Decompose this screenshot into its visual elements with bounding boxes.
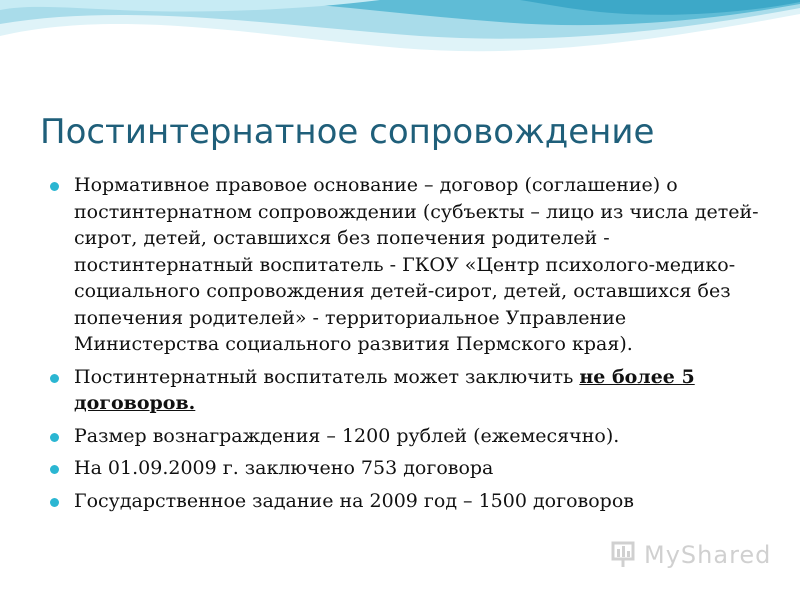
slide-title: Постинтернатное сопровождение	[40, 112, 655, 152]
watermark	[610, 538, 771, 572]
bullet-text: На 01.09.2009 г. заключено 753 договора	[74, 457, 494, 479]
bullet-item-state-assignment	[50, 488, 770, 515]
bullet-text: Государственное задание на 2009 год – 1500 договоров	[74, 489, 634, 512]
watermark-text: MyShared	[644, 541, 772, 569]
bullet-dot-icon	[50, 498, 59, 507]
bullet-item-legal-basis	[50, 172, 770, 358]
bullet-dot-icon	[50, 182, 59, 191]
header-wave-decoration	[0, 0, 800, 70]
bullet-list	[50, 172, 770, 520]
bullet-text: Размер вознаграждения – 1200 рублей (ежемесячно).	[74, 424, 620, 447]
bullet-dot-icon	[50, 433, 59, 442]
bullet-text: Нормативное правовое основание – договор (соглашение) о постинтернатном сопровождении (субъекты – лицо из числа детей-сирот, детей, оставшихся без попечения родителей - постинтернатный воспитатель - ГКОУ «Центр психолого-медико-социального сопровождения детей-сирот, детей, оставшихся без попечения родителей» - территориальное Управление Министерства социального развития Пермского края).	[74, 174, 759, 355]
watermark-logo-icon	[610, 540, 640, 570]
bullet-dot-icon	[50, 374, 59, 383]
bullet-text: Постинтернатный воспитатель может заключить	[74, 365, 580, 388]
bullet-item-remuneration	[50, 423, 770, 450]
bullet-emphasis: не более 5 договоров.	[74, 365, 695, 414]
bullet-item-contracts-concluded	[50, 455, 770, 482]
bullet-item-contract-limit	[50, 364, 770, 417]
bullet-dot-icon	[50, 465, 59, 474]
